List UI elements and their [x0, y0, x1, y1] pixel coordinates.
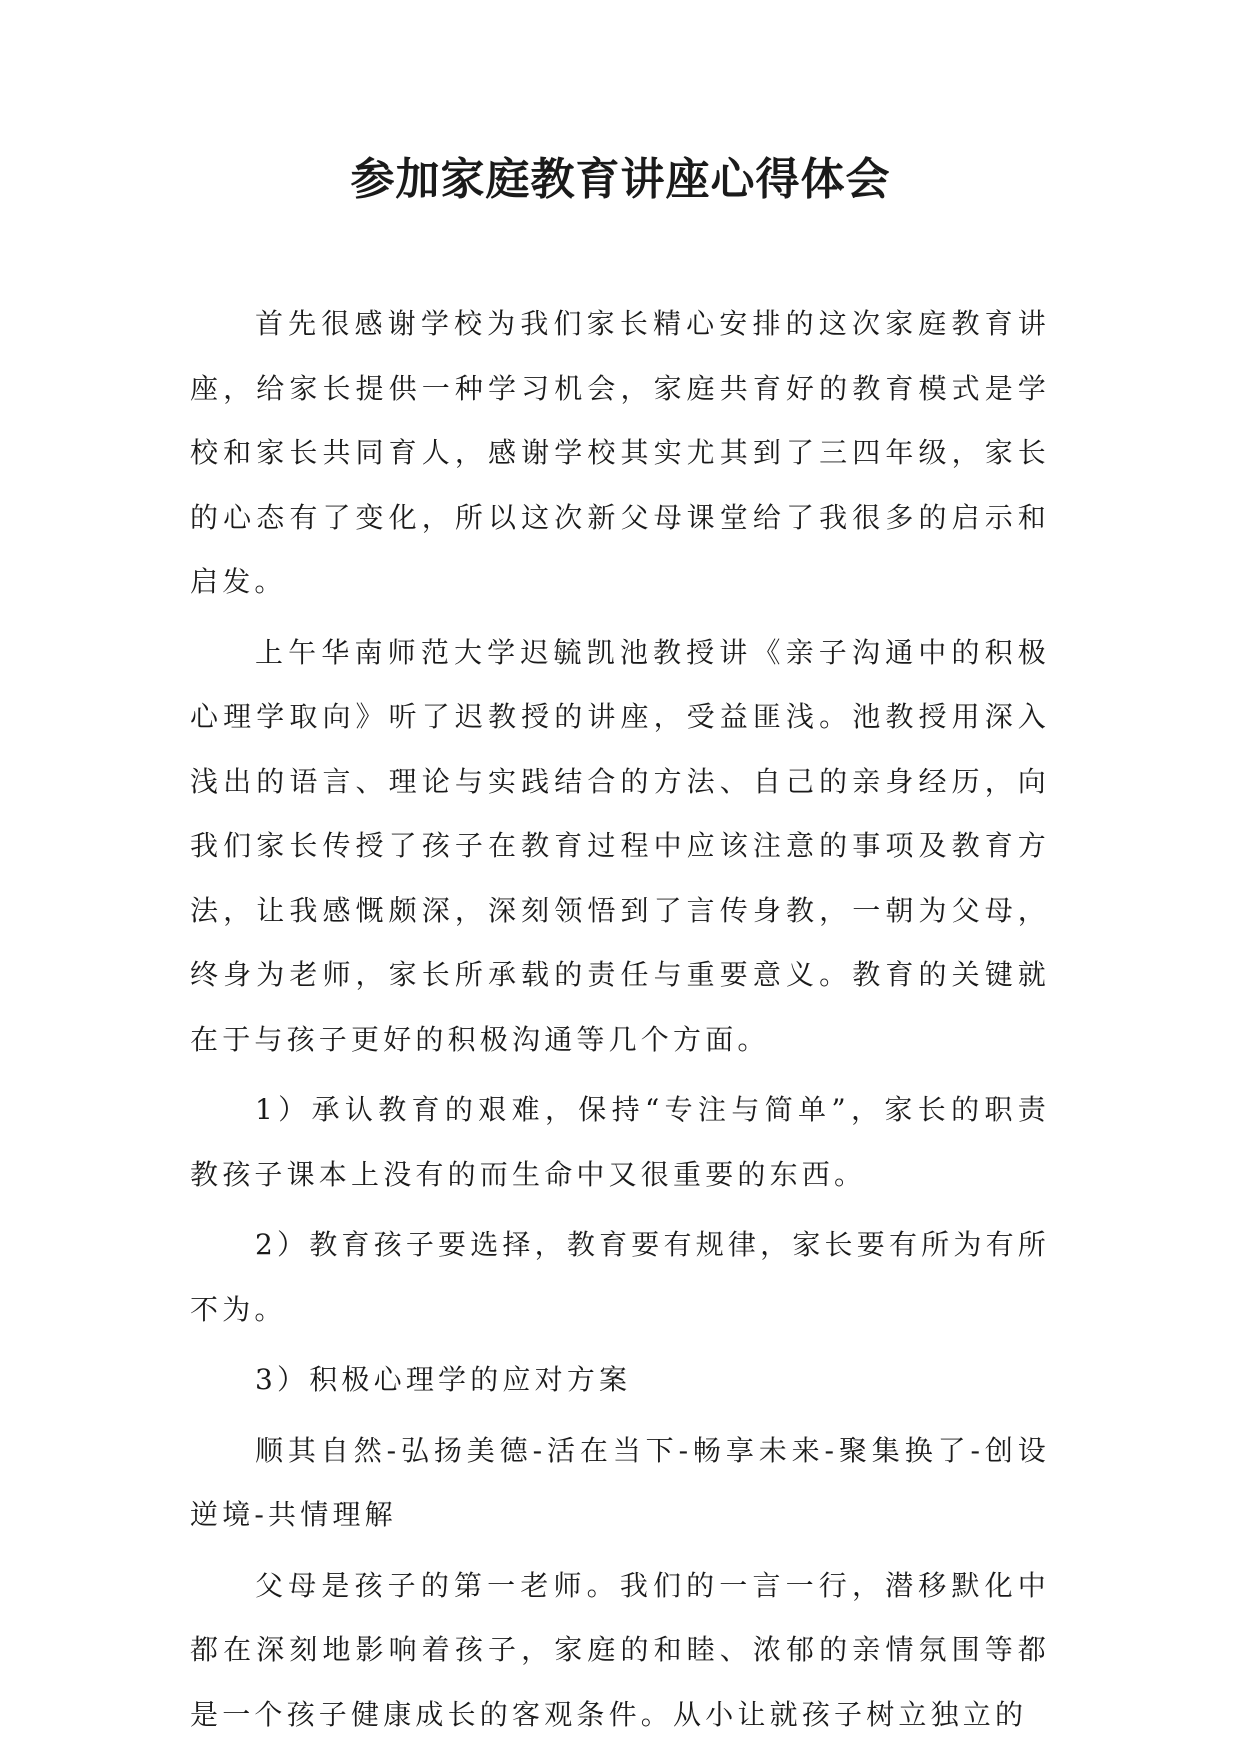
- document-title: 参加家庭教育讲座心得体会: [350, 154, 891, 205]
- document-body: [190, 292, 1050, 1753]
- paragraph-intro: 首先很感谢学校为我们家长精心安排的这次家庭教育讲座，给家长提供一种学习机会，家庭共育好的教育模式是学校和家长共同育人，感谢学校其实尤其到了三四年级，家长的心态有了变化，所以这次新父母课堂给了我很多的启示和启发。: [190, 307, 1050, 598]
- paragraph-lecture: 上午华南师范大学迟毓凯池教授讲《亲子沟通中的积极心理学取向》听了迟教授的讲座，受益匪浅。池教授用深入浅出的语言、理论与实践结合的方法、自己的亲身经历，向我们家长传授了孩子在教育过程中应该注意的事项及教育方法，让我感慨颇深，深刻领悟到了言传身教，一朝为父母，终身为老师，家长所承载的责任与重要意义。教育的关键就在于与孩子更好的积极沟通等几个方面。: [190, 635, 1050, 1056]
- paragraph-approaches: 顺其自然-弘扬美德-活在当下-畅享未来-聚集换了-创设逆境-共情理解: [190, 1433, 1050, 1531]
- list-item-2: 2）教育孩子要选择，教育要有规律，家长要有所为有所不为。: [190, 1228, 1050, 1326]
- paragraph-parents: 父母是孩子的第一老师。我们的一言一行，潜移默化中都在深刻地影响着孩子，家庭的和睦、浓郁的亲情氛围等都是一个孩子健康成长的客观条件。从小让就孩子树立独立的: [190, 1568, 1050, 1731]
- list-item-3: 3）积极心理学的应对方案: [255, 1363, 632, 1396]
- list-item-1: 1）承认教育的艰难，保持“专注与简单”，家长的职责教孩子课本上没有的而生命中又很重要的东西。: [190, 1093, 1050, 1191]
